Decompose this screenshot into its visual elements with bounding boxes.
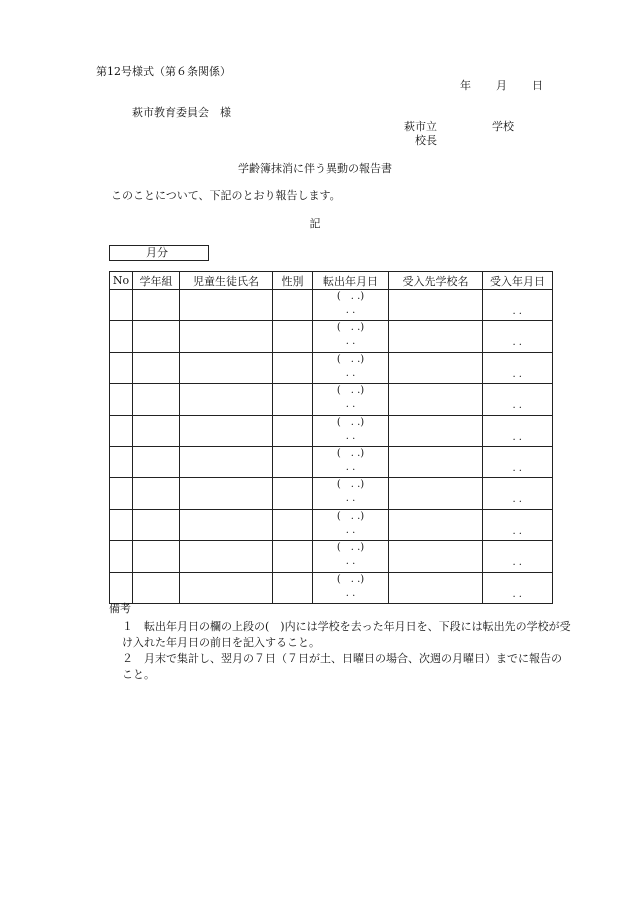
transfer-out-date-cell[interactable]: [313, 478, 389, 509]
transfer-out-date-top: ( . .): [336, 416, 365, 428]
transfer-out-date-top: ( . .): [336, 385, 365, 397]
note-item: １ 転出年月日の欄の上段の( )内には学校を去った年月日を、下段には転出先の学校が受け入れた年月日の前日を記入すること。: [122, 620, 571, 649]
month-label: 月分: [146, 246, 168, 259]
header-receiving-school: 受入先学校名: [389, 272, 483, 290]
receiving-school-cell[interactable]: [389, 384, 483, 415]
table-row: [110, 509, 553, 540]
header-grade-class: 学年組: [133, 272, 180, 290]
transfer-out-date-bottom: . .: [345, 556, 356, 568]
accept-date-cell[interactable]: [483, 352, 553, 383]
receiving-school-cell[interactable]: [389, 446, 483, 477]
gender-cell[interactable]: [273, 572, 313, 603]
gender-cell[interactable]: [273, 290, 313, 321]
notes-heading: 備考: [109, 602, 131, 615]
grade-class-cell[interactable]: [133, 509, 180, 540]
date-year-label: 年: [460, 79, 471, 92]
header-no: No: [110, 272, 133, 290]
no-cell[interactable]: [110, 572, 133, 603]
intro-text: このことについて、下記のとおり報告します。: [111, 189, 341, 202]
transfer-out-date-cell[interactable]: [313, 446, 389, 477]
header-accept-date: 受入年月日: [483, 272, 553, 290]
gender-cell[interactable]: [273, 415, 313, 446]
header-transfer-out-date: 転出年月日: [313, 272, 389, 290]
transfer-out-date-top: ( . .): [336, 542, 365, 554]
grade-class-cell[interactable]: [133, 572, 180, 603]
date-day-label: 日: [532, 79, 543, 92]
receiving-school-cell[interactable]: [389, 572, 483, 603]
transfer-out-date-bottom: . .: [345, 430, 356, 442]
student-name-cell[interactable]: [180, 290, 273, 321]
table-row: [110, 384, 553, 415]
receiving-school-cell[interactable]: [389, 541, 483, 572]
transfer-out-date-cell[interactable]: [313, 384, 389, 415]
gender-cell[interactable]: [273, 321, 313, 352]
table-row: [110, 290, 553, 321]
no-cell[interactable]: [110, 321, 133, 352]
transfer-out-date-bottom: . .: [345, 461, 356, 473]
accept-date-cell[interactable]: [483, 478, 553, 509]
no-cell[interactable]: [110, 509, 133, 540]
header-gender: 性別: [273, 272, 313, 290]
accept-date-value: . .: [512, 557, 522, 569]
student-name-cell[interactable]: [180, 509, 273, 540]
gender-cell[interactable]: [273, 352, 313, 383]
grade-class-cell[interactable]: [133, 541, 180, 572]
school-line: [404, 120, 514, 134]
transfer-out-date-bottom: . .: [345, 305, 356, 316]
student-name-cell[interactable]: [180, 572, 273, 603]
date-field: [460, 79, 543, 93]
transfer-out-date-cell[interactable]: [313, 572, 389, 603]
table-row: [110, 478, 553, 509]
table-row: [110, 446, 553, 477]
no-cell[interactable]: [110, 446, 133, 477]
accept-date-value: . .: [512, 306, 522, 317]
grade-class-cell[interactable]: [133, 321, 180, 352]
principal-label: 校長: [415, 134, 437, 147]
no-cell[interactable]: [110, 415, 133, 446]
transfer-out-date-top: ( . .): [336, 322, 365, 334]
accept-date-cell[interactable]: [483, 384, 553, 415]
transfer-out-date-cell[interactable]: [313, 509, 389, 540]
school-suffix: 学校: [492, 120, 514, 133]
transfer-out-date-cell[interactable]: [313, 321, 389, 352]
transfer-out-date-cell[interactable]: [313, 352, 389, 383]
transfer-out-date-top: ( . .): [336, 291, 365, 302]
transfer-out-date-top: ( . .): [336, 510, 365, 522]
accept-date-value: . .: [512, 368, 522, 380]
no-cell[interactable]: [110, 541, 133, 572]
accept-date-value: . .: [512, 462, 522, 474]
no-cell[interactable]: [110, 290, 133, 321]
grade-class-cell[interactable]: [133, 290, 180, 321]
date-month-label: 月: [496, 79, 507, 92]
ki-heading: 記: [309, 217, 321, 230]
transfer-out-date-bottom: . .: [345, 336, 356, 348]
transfer-out-date-bottom: . .: [345, 493, 356, 505]
transfer-out-date-bottom: . .: [345, 399, 356, 411]
note-item: ２ 月末で集計し、翌月の７日（７日が土、日曜日の場合、次週の月曜日）までに報告のこと。: [122, 652, 562, 681]
gender-cell[interactable]: [273, 541, 313, 572]
accept-date-value: . .: [512, 588, 522, 600]
accept-date-value: . .: [512, 525, 522, 537]
accept-date-value: . .: [512, 494, 522, 506]
gender-cell[interactable]: [273, 446, 313, 477]
accept-date-cell[interactable]: [483, 572, 553, 603]
transfer-out-date-bottom: . .: [345, 367, 356, 379]
transfer-out-date-top: ( . .): [336, 447, 365, 459]
accept-date-value: . .: [512, 400, 522, 412]
school-prefix: 萩市立: [404, 120, 437, 133]
gender-cell[interactable]: [273, 384, 313, 415]
receiving-school-cell[interactable]: [389, 352, 483, 383]
receiving-school-cell[interactable]: [389, 415, 483, 446]
table-header-row: [110, 272, 553, 290]
student-name-cell[interactable]: [180, 352, 273, 383]
student-name-cell[interactable]: [180, 446, 273, 477]
accept-date-cell[interactable]: [483, 321, 553, 352]
table-row: [110, 352, 553, 383]
no-cell[interactable]: [110, 384, 133, 415]
student-name-cell[interactable]: [180, 384, 273, 415]
grade-class-cell[interactable]: [133, 384, 180, 415]
no-cell[interactable]: [110, 478, 133, 509]
transfer-out-date-top: ( . .): [336, 353, 365, 365]
transfer-out-date-bottom: . .: [345, 524, 356, 536]
gender-cell[interactable]: [273, 478, 313, 509]
transfer-out-date-bottom: . .: [345, 587, 356, 599]
student-name-cell[interactable]: [180, 321, 273, 352]
page-title: 学齢簿抹消に伴う異動の報告書: [238, 162, 392, 175]
transfer-out-date-top: ( . .): [336, 573, 365, 585]
accept-date-cell[interactable]: [483, 415, 553, 446]
table-row: [110, 415, 553, 446]
table-row: [110, 541, 553, 572]
addressee: 萩市教育委員会 様: [132, 106, 231, 119]
grade-class-cell[interactable]: [133, 415, 180, 446]
no-cell[interactable]: [110, 352, 133, 383]
grade-class-cell[interactable]: [133, 478, 180, 509]
transfer-out-date-cell[interactable]: [313, 541, 389, 572]
receiving-school-cell[interactable]: [389, 321, 483, 352]
transfer-out-date-cell[interactable]: [313, 415, 389, 446]
receiving-school-cell[interactable]: [389, 478, 483, 509]
report-table: [109, 271, 553, 604]
accept-date-cell[interactable]: [483, 541, 553, 572]
accept-date-value: . .: [512, 337, 522, 349]
gender-cell[interactable]: [273, 509, 313, 540]
student-name-cell[interactable]: [180, 415, 273, 446]
transfer-out-date-top: ( . .): [336, 479, 365, 491]
header-student-name: 児童生徒氏名: [180, 272, 273, 290]
form-number: 第12号様式（第６条関係）: [96, 65, 231, 78]
grade-class-cell[interactable]: [133, 352, 180, 383]
student-name-cell[interactable]: [180, 541, 273, 572]
month-field[interactable]: [109, 245, 209, 261]
accept-date-cell[interactable]: [483, 290, 553, 321]
table-row: [110, 321, 553, 352]
receiving-school-cell[interactable]: [389, 290, 483, 321]
accept-date-cell[interactable]: [483, 446, 553, 477]
table-row: [110, 572, 553, 603]
transfer-out-date-cell[interactable]: [313, 290, 389, 321]
student-name-cell[interactable]: [180, 478, 273, 509]
receiving-school-cell[interactable]: [389, 509, 483, 540]
accept-date-cell[interactable]: [483, 509, 553, 540]
accept-date-value: . .: [512, 431, 522, 443]
grade-class-cell[interactable]: [133, 446, 180, 477]
